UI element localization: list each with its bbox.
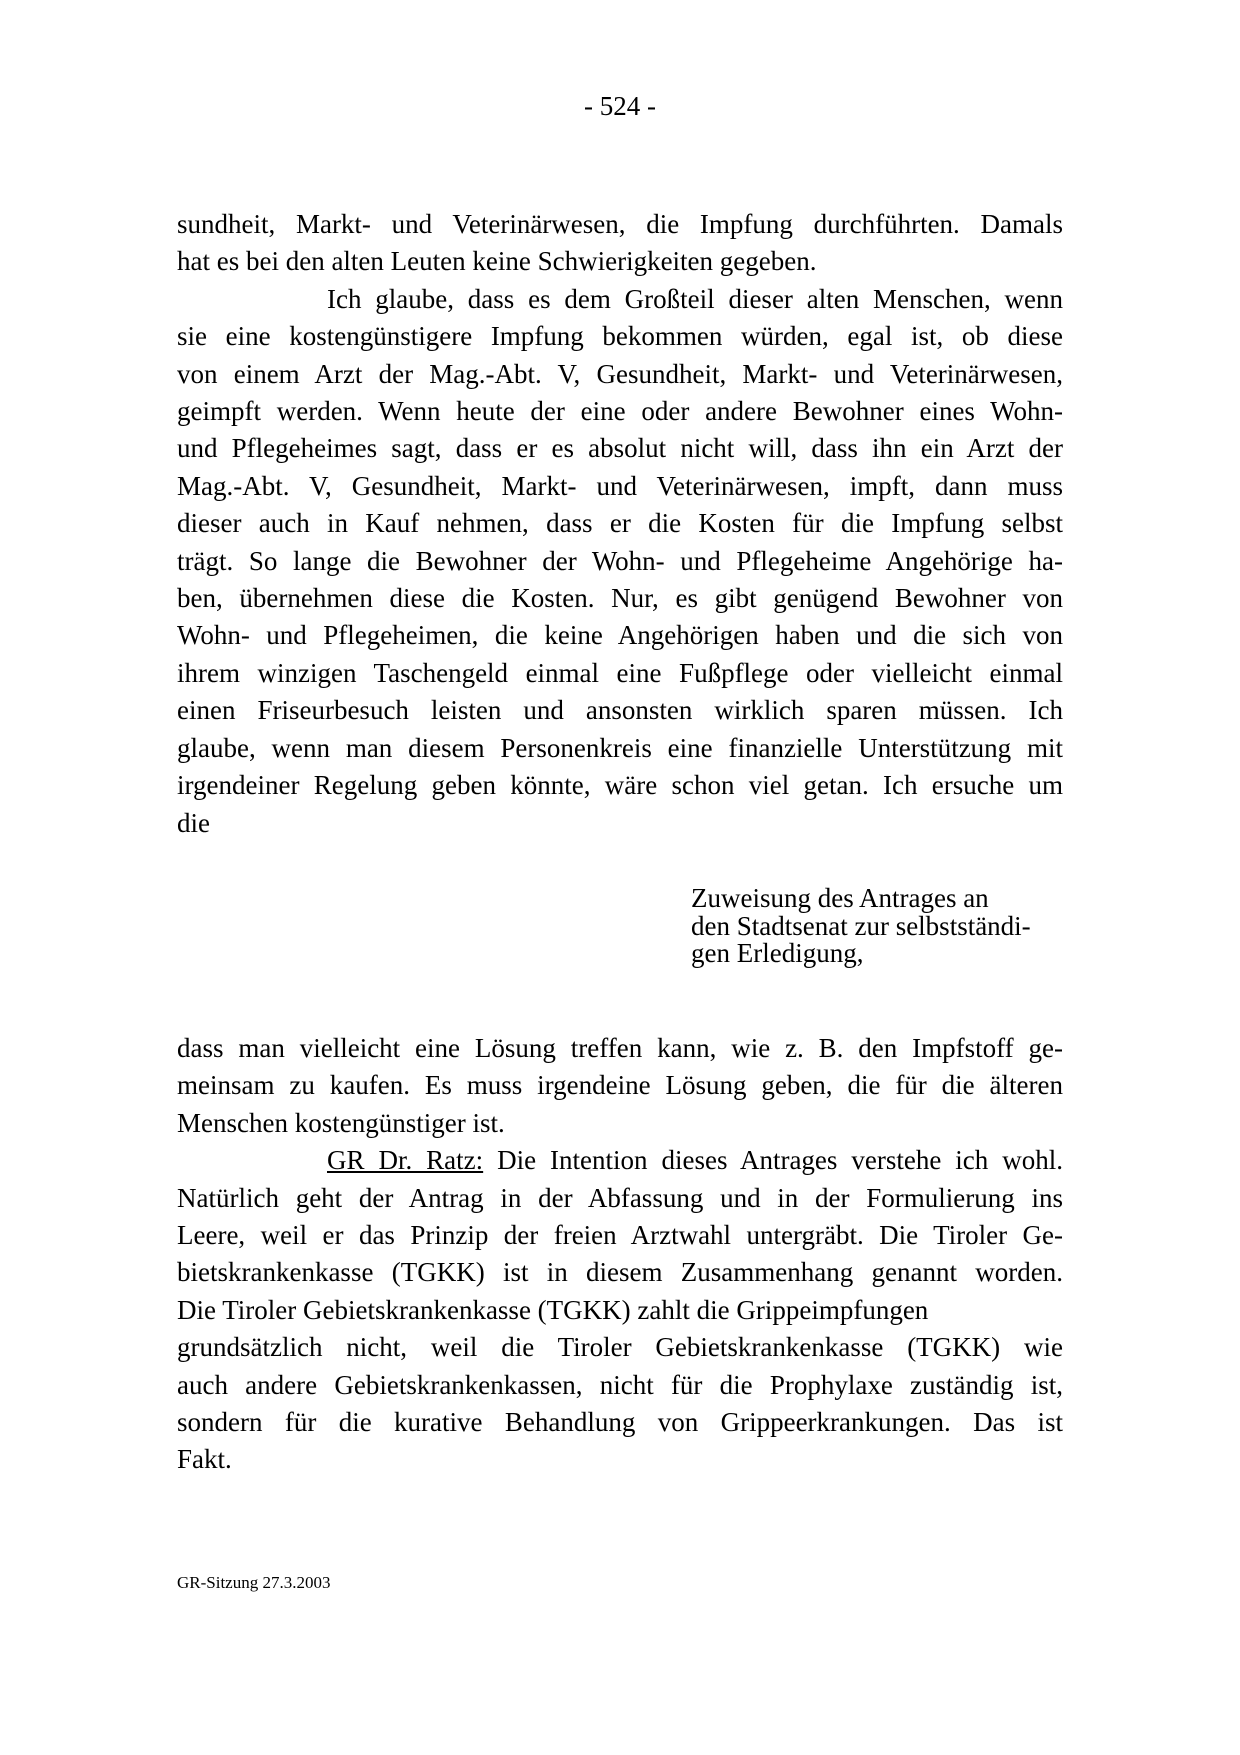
footer-session-date: GR-Sitzung 27.3.2003 xyxy=(177,1573,331,1592)
speaker-name: GR Dr. Ratz: xyxy=(327,1145,484,1176)
text-line: sundheit, Markt- und Veterinärwesen, die Impfung durchführten. Damals xyxy=(177,209,1063,239)
text-line: ihrem winzigen Taschengeld einmal eine Fußpflege oder vielleicht einmal xyxy=(177,657,1063,688)
text-line: sondern für die kurative Behandlung von Grippeerkrankungen. Das ist xyxy=(177,1407,1063,1438)
text-line: von einem Arzt der Mag.-Abt. V, Gesundheit, Markt- und Veterinärwesen, xyxy=(177,358,1063,389)
text-line: meinsam zu kaufen. Es muss irgendeine Lösung geben, die für die älteren xyxy=(177,1070,1063,1101)
text-line: einen Friseurbesuch leisten und ansonsten wirklich sparen müssen. Ich xyxy=(177,695,1063,726)
text-line: dass man vielleicht eine Lösung treffen kann, wie z. B. den Impfstoff ge- xyxy=(177,1033,1063,1063)
text-line: dieser auch in Kauf nehmen, dass er die Kosten für die Impfung selbst xyxy=(177,508,1063,539)
text-line: Ich glaube, dass es dem Großteil dieser alten Menschen, wenn xyxy=(327,283,1063,314)
text-line: auch andere Gebietskrankenkassen, nicht für die Prophylaxe zuständig ist, xyxy=(177,1369,1063,1400)
motion-request xyxy=(691,885,1071,968)
text-line: und Pflegeheimes sagt, dass er es absolut nicht will, dass ihn ein Arzt der xyxy=(177,433,1063,464)
motion-line: den Stadtsenat zur selbstständi- xyxy=(691,910,1031,941)
text-line: bietskrankenkasse (TGKK) ist in diesem Zusammenhang genannt worden. xyxy=(177,1257,1063,1288)
body-text-block-two xyxy=(177,1030,1063,1479)
motion-line: gen Erledigung, xyxy=(691,938,864,968)
text-line: hat es bei den alten Leuten keine Schwierigkeiten gegeben. xyxy=(177,246,817,277)
speaker-statement: Die Intention dieses Antrages verstehe ich wohl. xyxy=(483,1145,1063,1176)
text-line: irgendeiner Regelung geben könnte, wäre schon viel getan. Ich ersuche um xyxy=(177,770,1063,801)
text-line: die xyxy=(177,807,210,838)
text-line: Fakt. xyxy=(177,1444,232,1475)
page-number: - 524 - xyxy=(584,91,656,121)
text-line: Natürlich geht der Antrag in der Abfassung und in der Formulierung ins xyxy=(177,1182,1063,1213)
text-line: sie eine kostengünstigere Impfung bekommen würden, egal ist, ob diese xyxy=(177,321,1063,352)
text-line: Menschen kostengünstiger ist. xyxy=(177,1107,505,1138)
text-line: ben, übernehmen diese die Kosten. Nur, es gibt genügend Bewohner von xyxy=(177,583,1063,614)
text-line: Mag.-Abt. V, Gesundheit, Markt- und Veterinärwesen, impft, dann muss xyxy=(177,470,1063,501)
motion-line: Zuweisung des Antrages an xyxy=(691,883,989,913)
text-line: Leere, weil er das Prinzip der freien Arztwahl untergräbt. Die Tiroler Ge- xyxy=(177,1220,1063,1251)
text-line: Wohn- und Pflegeheimen, die keine Angehörigen haben und die sich von xyxy=(177,620,1063,651)
body-text-block-one xyxy=(177,206,1063,842)
text-line: Die Tiroler Gebietskrankenkasse (TGKK) zahlt die Grippeimpfungen xyxy=(177,1294,929,1325)
text-line: glaube, wenn man diesem Personenkreis eine finanzielle Unterstützung mit xyxy=(177,732,1063,763)
text-line: trägt. So lange die Bewohner der Wohn- und Pflegeheime Angehörige ha- xyxy=(177,545,1063,576)
text-line: grundsätzlich nicht, weil die Tiroler Gebietskrankenkasse (TGKK) wie xyxy=(177,1332,1063,1363)
speaker-line xyxy=(177,1142,1063,1179)
text-line: geimpft werden. Wenn heute der eine oder andere Bewohner eines Wohn- xyxy=(177,396,1063,427)
